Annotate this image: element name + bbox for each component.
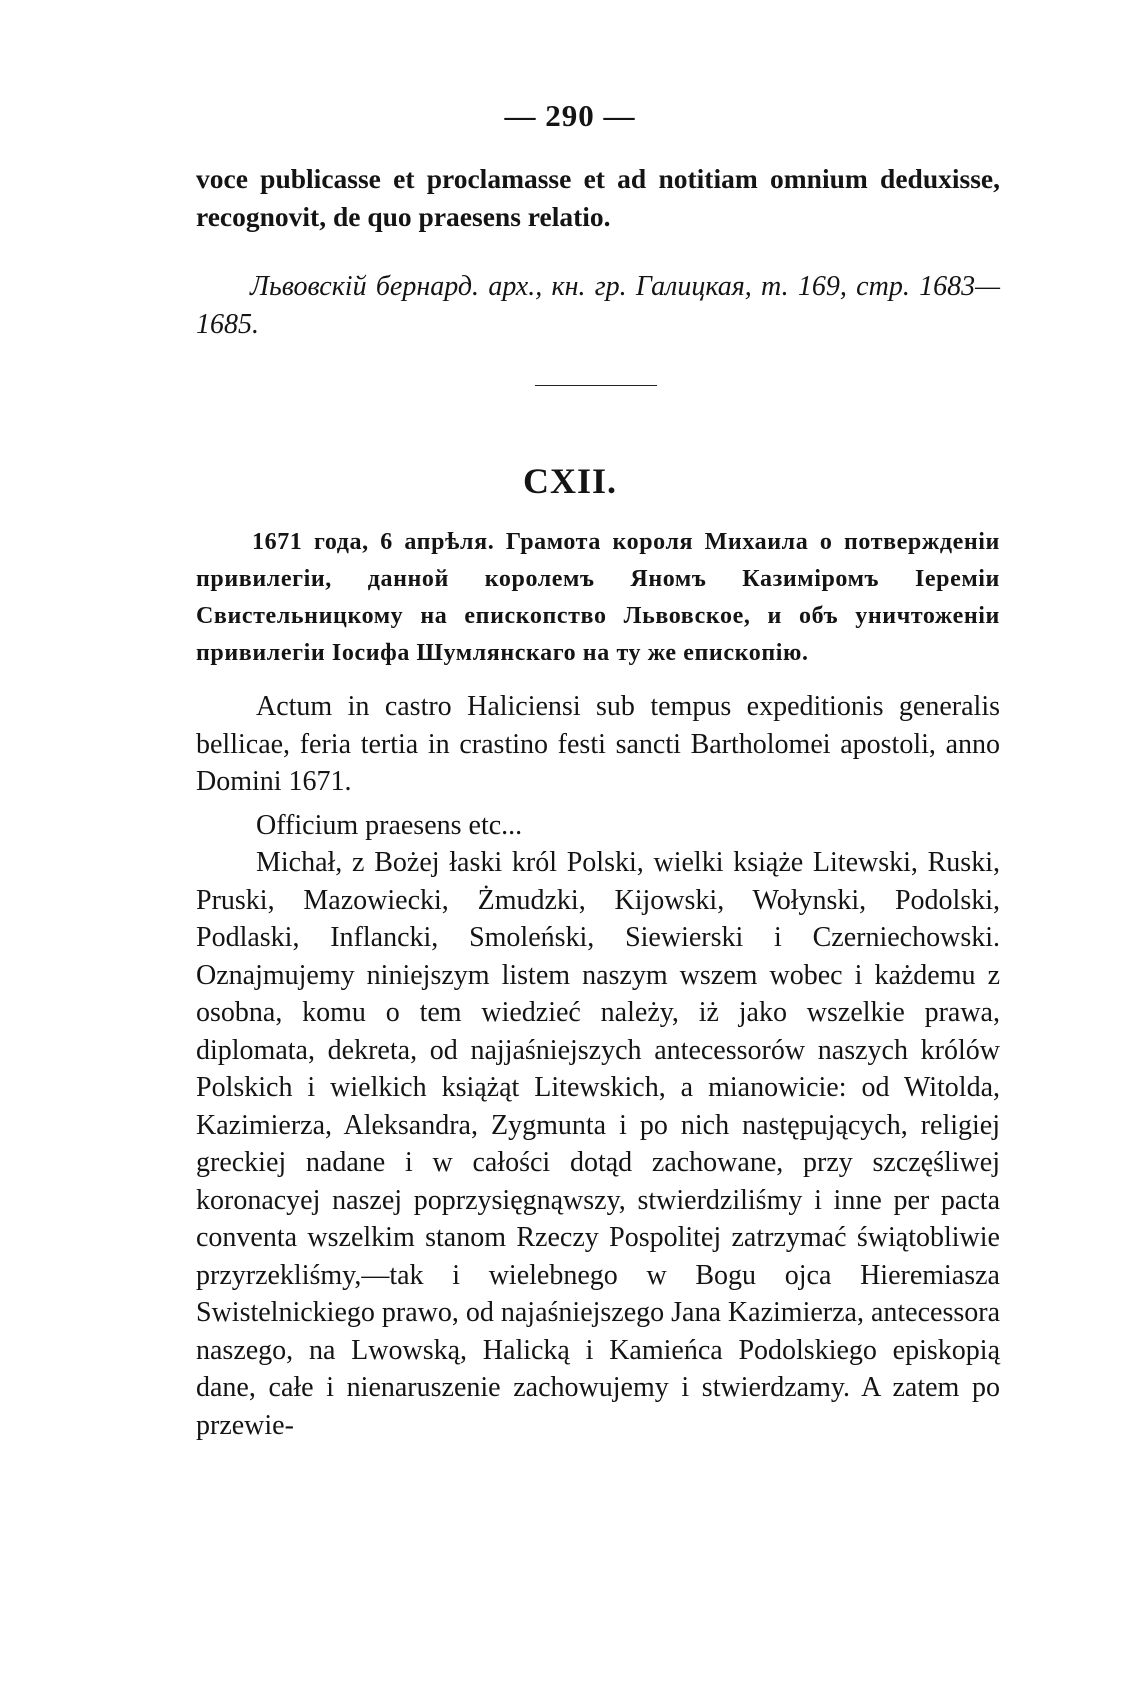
source-reference: [196, 268, 1000, 343]
document-heading: [196, 524, 1000, 672]
source-reference-text: Львовскій бернард. арх., кн. гр. Галицкая, т. 169, стр. 1683—1685.: [196, 271, 1000, 340]
continuation-paragraph: [196, 160, 1000, 235]
continuation-text: voce publicasse et proclamasse et ad notitiam omnium deduxisse, recognovit, de quo praesens relatio.: [196, 163, 1000, 232]
section-divider: [535, 385, 657, 386]
document-heading-text: 1671 года, 6 апрѣля. Грамота короля Михаила о потвержденіи привилегіи, данной королемъ Яномъ Казиміромъ Іереміи Свистельницкому на епископство Львовское, и объ уничтоженіи привилегіи Іосифа Шумлянскаго на ту же епископію.: [196, 529, 1000, 666]
body-paragraph-actum: Actum in castro Haliciensi sub tempus expeditionis generalis bellicae, feria tertia in crastino festi sancti Bartholomei apostoli, anno Domini 1671.: [196, 691, 1000, 797]
body-paragraph-royal-charter: Michał, z Bożej łaski król Polski, wielki książe Litewski, Ruski, Pruski, Mazowiecki, Żmudzki, Kijowski, Wołynski, Podolski, Podlaski, Inflancki, Smoleński, Siewierski i Czerniechowski. Oznajmujemy niniejszym listem naszym wszem wobec i każdemu z osobna, komu o tem wiedzieć należy, iż jako wszelkie prawa, diplomata, dekreta, od najjaśniejszych antecessorów naszych królów Polskich i wielkich książąt Litewskich, a mianowicie: od Witolda, Kazimierza, Aleksandra, Zygmunta i po nich następujących, religiej greckiej nadane i w całości dotąd zachowane, przy szczęśliwej koronacyej naszej poprzysięgnąwszy, stwierdziliśmy i inne per pacta conventa wszelkim stanom Rzeczy Pospolitej zatrzymać świątobliwie przyrzekliśmy,—tak i wielebnego w Bogu ojca Hieremiasza Swistelnickiego prawo, od najaśniejszego Jana Kazimierza, antecessora naszego, na Lwowską, Halicką i Kamieńca Podolskiego episkopią dane, całe i nienaruszenie zachowujemy i stwierdzamy. A zatem po przewie-: [196, 847, 1000, 1441]
document-number: CXII.: [522, 461, 617, 501]
page-number: — 290 —: [504, 98, 636, 133]
body-paragraph-officium: Officium praesens etc...: [256, 809, 523, 841]
document-body: [196, 688, 1000, 1444]
